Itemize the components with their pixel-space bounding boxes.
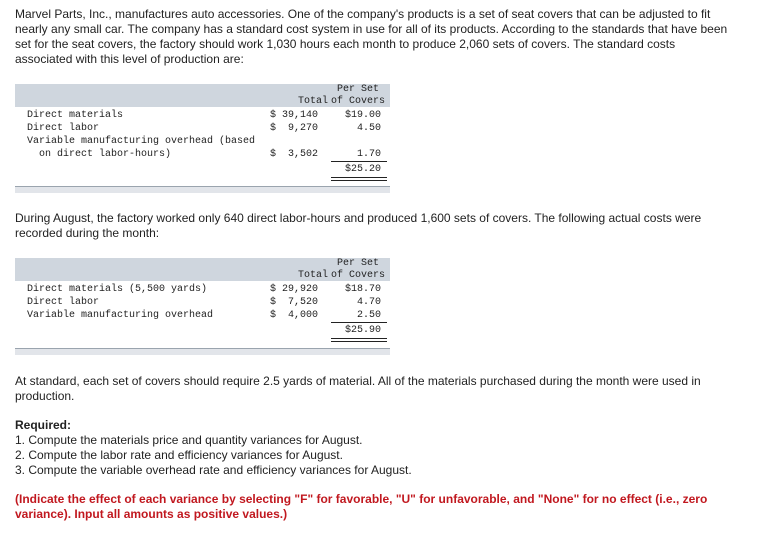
row-label: Variable manufacturing overhead — [27, 310, 214, 321]
intro-line: associated with this level of production are: — [15, 52, 244, 66]
intro-paragraph — [15, 7, 767, 67]
intro-line: Marvel Parts, Inc., manufactures auto accessories. One of the company's products is a set of seat covers that can be adjusted to fit — [15, 7, 711, 21]
row-label: Direct materials — [27, 110, 124, 121]
august-line: During August, the factory worked only 640 direct labor-hours and produced 1,600 sets of covers. The following actual costs were — [15, 211, 702, 225]
standard-line: At standard, each set of covers should require 2.5 yards of material. All of the materials purchased during the month were used in — [15, 374, 701, 388]
august-paragraph — [15, 211, 767, 241]
row-per-set: $18.70 — [344, 284, 381, 295]
row-per-set: 1.70 — [356, 149, 381, 160]
required-item: 2. Compute the labor rate and efficiency variances for August. — [15, 448, 343, 462]
table-footer-band — [15, 348, 390, 355]
required-item: 3. Compute the variable overhead rate and efficiency variances for August. — [15, 463, 412, 477]
row-total: $ 9,270 — [270, 123, 319, 134]
row-per-set: 4.50 — [356, 123, 381, 134]
row-label-continued: on direct labor-hours) — [39, 149, 172, 160]
row-per-set: 2.50 — [356, 310, 381, 321]
row-label: Direct labor — [27, 123, 100, 134]
required-title: Required: — [15, 418, 72, 432]
subtotal-underline — [331, 161, 387, 162]
august-line: recorded during the month: — [15, 226, 160, 240]
row-total: $ 29,920 — [270, 284, 319, 295]
sum-per-set: $25.90 — [344, 325, 381, 336]
header-of-covers: of Covers — [330, 96, 385, 107]
total-double-underline — [331, 177, 387, 181]
row-label: Direct labor — [27, 297, 100, 308]
instruction-line: variance). Input all amounts as positive values.) — [15, 507, 288, 521]
standard-cost-table — [15, 84, 390, 194]
header-of-covers: of Covers — [330, 270, 385, 281]
row-label: Variable manufacturing overhead (based — [27, 136, 256, 147]
intro-line: nearly any small car. The company has a standard cost system in use for all of its products. According to the standards that have been — [15, 22, 728, 36]
actual-cost-table — [15, 258, 390, 358]
subtotal-underline — [331, 322, 387, 323]
table-footer-band — [15, 186, 390, 193]
header-total: Total — [297, 270, 328, 281]
standard-paragraph — [15, 374, 767, 404]
instruction-note — [15, 492, 765, 522]
required-item: 1. Compute the materials price and quantity variances for August. — [15, 433, 363, 447]
row-total: $ 4,000 — [270, 310, 319, 321]
header-per-set: Per Set — [336, 258, 379, 269]
row-total: $ 39,140 — [270, 110, 319, 121]
required-section — [15, 418, 412, 478]
row-per-set: 4.70 — [356, 297, 381, 308]
header-per-set: Per Set — [336, 84, 379, 95]
row-per-set: $19.00 — [344, 110, 381, 121]
total-double-underline — [331, 338, 387, 342]
row-total: $ 3,502 — [270, 149, 319, 160]
sum-per-set: $25.20 — [344, 164, 381, 175]
intro-line: set for the seat covers, the factory should work 1,030 hours each month to produce 2,060 sets of covers. The standard costs — [15, 37, 676, 51]
instruction-line: (Indicate the effect of each variance by selecting "F" for favorable, "U" for unfavorable, and "None" for no effect (i.e., zero — [15, 492, 708, 506]
row-label: Direct materials (5,500 yards) — [27, 284, 208, 295]
standard-line: production. — [15, 389, 75, 403]
row-total: $ 7,520 — [270, 297, 319, 308]
header-total: Total — [297, 96, 328, 107]
